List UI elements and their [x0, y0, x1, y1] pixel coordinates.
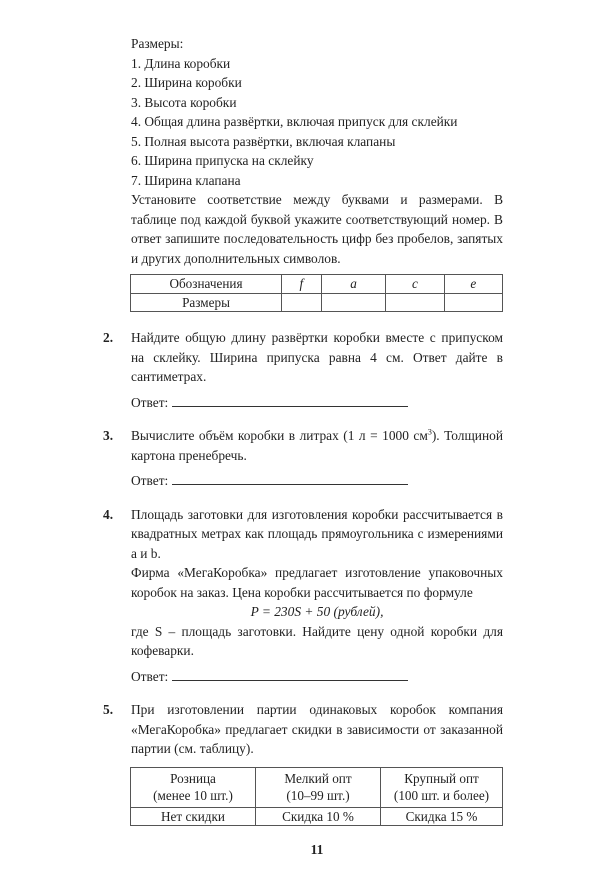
question-5 [103, 700, 503, 826]
answer-line[interactable] [172, 668, 408, 681]
size-item: 6. Ширина припуска на склейку [131, 153, 314, 168]
value-small-wholesale: Скидка 10 % [256, 807, 381, 826]
size-item: 3. Высота коробки [131, 94, 237, 110]
discount-table [130, 767, 503, 827]
answer-cell[interactable] [444, 293, 502, 312]
letter-cell: a [321, 275, 386, 294]
q2-number: 2. [103, 330, 114, 345]
match-row1-label: Обозначения [131, 275, 282, 294]
q4-number: 4. [103, 506, 114, 522]
size-item: 1. Длина коробки [131, 55, 231, 71]
q3-answer [131, 471, 503, 491]
instruction: Установите соответствие между буквами и размерами. В таблице под каждой буквой укажите соответствующий номер. В ответ запишите последовательность цифр без пробелов, запятых и других дополнительных символов. [131, 192, 503, 266]
header-small-wholesale: Мелкий опт (10–99 шт.) [256, 767, 381, 807]
size-item: 5. Полная высота развёртки, включая клапаны [131, 133, 396, 149]
answer-cell[interactable] [282, 293, 322, 312]
q3-text: Вычислите объём коробки в литрах (1 л = 1000 $см^3$). Толщиной картона пренебречь. [131, 427, 503, 463]
q4-text2: Фирма «МегаКоробка» предлагает изготовление упаковочных коробок на заказ. Цена коробки рассчитывается по формуле [131, 565, 503, 600]
value-retail: Нет скидки [131, 807, 256, 826]
page [103, 0, 503, 870]
answer-label: Ответ: [131, 394, 169, 410]
size-item: 4. Общая длина развёртки, включая припуск для склейки [131, 114, 458, 129]
size-item: 7. Ширина клапана [131, 172, 241, 188]
answer-line[interactable] [172, 472, 408, 485]
answer-cell[interactable] [321, 293, 386, 312]
q2-answer [131, 393, 503, 413]
letter-cell: f [282, 275, 322, 294]
answer-cell[interactable] [386, 293, 444, 312]
question-3 [103, 426, 503, 491]
letter-cell: c [386, 275, 444, 294]
answer-line[interactable] [172, 394, 408, 407]
q5-text: При изготовлении партии одинаковых коробок компания «МегаКоробка» предлагает скидки в зависимости от заказанной партии (см. таблицу). [131, 702, 503, 756]
question-2 [103, 328, 503, 412]
q4-answer [131, 667, 503, 687]
header-large-wholesale: Крупный опт (100 шт. и более) [381, 767, 503, 807]
q4-text3: где S – площадь заготовки. Найдите цену одной коробки для кофеварки. [131, 623, 503, 658]
letter-cell: e [444, 275, 502, 294]
sizes-list [131, 34, 503, 190]
value-large-wholesale: Скидка 15 % [381, 807, 503, 826]
q3-number: 3. [103, 428, 114, 443]
answer-label: Ответ: [131, 473, 169, 488]
q5-number: 5. [103, 702, 114, 717]
q4-formula: P = 230S + 50 (рублей), [250, 604, 384, 619]
size-item: 2. Ширина коробки [131, 75, 242, 90]
page-number: 11 [310, 842, 324, 857]
answer-label: Ответ: [131, 668, 169, 684]
match-table [130, 274, 503, 312]
sizes-heading: Размеры: [131, 36, 184, 51]
question-4 [103, 505, 503, 687]
header-retail: Розница (менее 10 шт.) [131, 767, 256, 807]
match-row2-label: Размеры [131, 293, 282, 312]
q2-text: Найдите общую длину развёртки коробки вместе с припуском на склейку. Ширина припуска равна 4 см. Ответ дайте в сантиметрах. [131, 330, 503, 384]
q4-text1: Площадь заготовки для изготовления коробки рассчитывается в квадратных метрах как площадь прямоугольника с измерениями a и b. [131, 506, 503, 561]
